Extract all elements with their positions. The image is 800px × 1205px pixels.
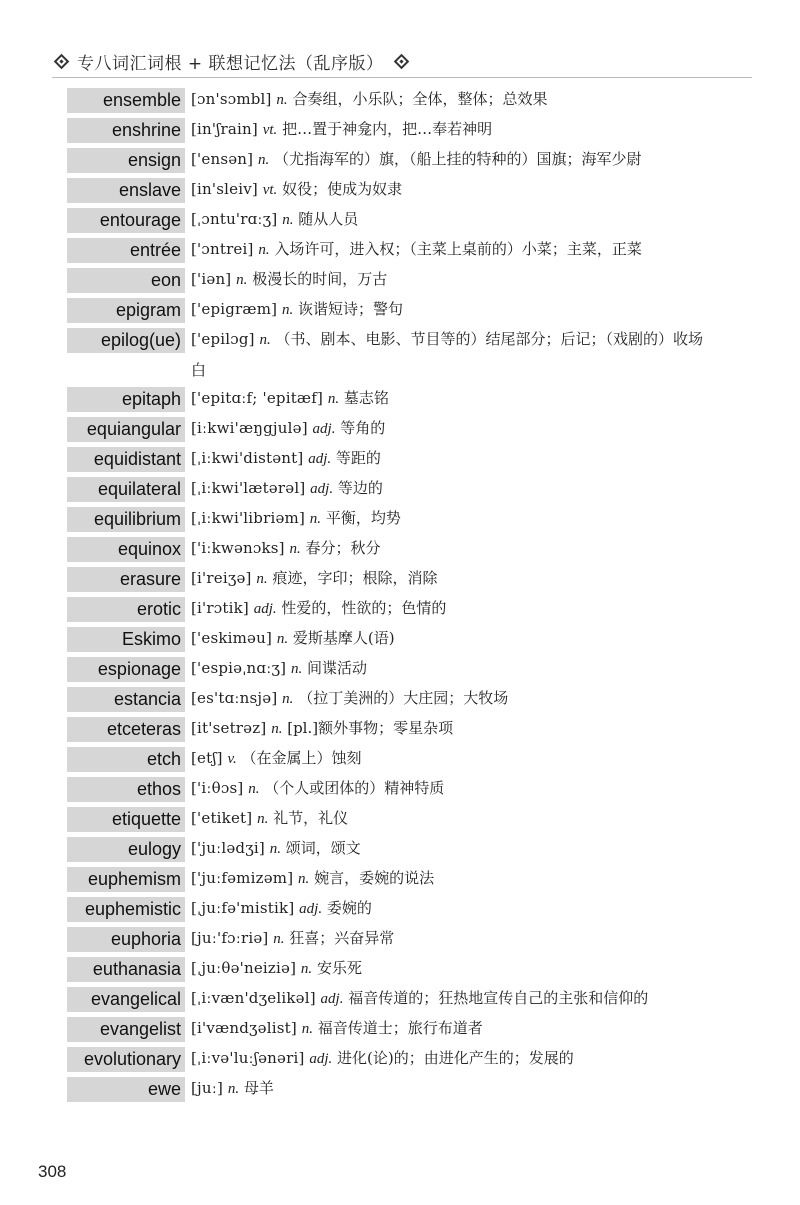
pronunciation: [i'reiʒə] [191,569,252,587]
headword: euphemistic [67,897,185,922]
part-of-speech: n. [256,571,268,587]
vocab-entry [0,326,800,385]
entry-body [185,1073,800,1104]
entry-body [185,983,800,1014]
part-of-speech: v. [227,751,237,767]
headword: etiquette [67,807,185,832]
definition-text: 等角的 [340,419,386,437]
pronunciation: [juː'fɔːriə] [191,929,269,947]
headword: Eskimo [67,627,185,652]
definition-text: 入场许可，进入权；（主菜上桌前的）小菜；主菜，正菜 [274,240,642,258]
definition-text: （书、剧本、电影、节目等的）结尾部分；后记；（戏剧的）收场白 [191,330,704,379]
entry-body [185,114,800,145]
headword: etceteras [67,717,185,742]
part-of-speech: n. [282,212,294,228]
vocab-entry [0,625,800,655]
definition-text: 等边的 [337,479,383,497]
entry-body [185,264,800,295]
entry-body [185,1043,800,1074]
entry-body [185,833,800,864]
part-of-speech: n. [309,511,322,527]
entry-body [185,443,800,474]
part-of-speech: n. [290,661,303,677]
part-of-speech: n. [257,811,269,827]
part-of-speech: n. [273,931,285,947]
vocab-entry [0,925,800,955]
definition-text: [pl.]额外事物；零星杂项 [287,719,454,737]
entry-body [185,653,800,684]
vocab-entry [0,715,800,745]
vocab-entry [0,296,800,326]
part-of-speech: n. [327,391,340,407]
vocab-entry [0,1015,800,1045]
part-of-speech: n. [269,841,281,857]
definition-text: 痕迹，字印；根除，消除 [272,569,438,587]
pronunciation: [ˌiːvæn'dʒelikəl] [191,989,316,1007]
entry-body [185,174,800,205]
entry-body [185,383,800,414]
pronunciation: [ˌiːkwi'distənt] [191,449,304,467]
vocab-entry [0,985,800,1015]
vocab-entry [0,385,800,415]
definition-text: （尤指海军的）旗，（船上挂的特种的）国旗；海军少尉 [274,150,642,168]
definition-text: 礼节，礼仪 [273,809,349,827]
vocab-entry [0,745,800,775]
page-number: 308 [38,1162,67,1181]
headword: enslave [67,178,185,203]
part-of-speech: vt. [262,122,278,138]
part-of-speech: n. [281,302,294,318]
vocab-entry [0,445,800,475]
pronunciation: [es'tɑːnsjə] [191,689,278,707]
headword: ethos [67,777,185,802]
definition-text: 性爱的，性欲的；色情的 [281,599,447,617]
definition-text: 合奏组，小乐队；全体，整体；总效果 [292,90,548,108]
vocab-entry [0,655,800,685]
entry-body [185,503,800,534]
part-of-speech: adj. [310,481,334,497]
pronunciation: [etʃ] [191,749,223,767]
pronunciation: [i'rɔtik] [191,599,249,617]
entry-body [185,324,800,385]
headword: evangelical [67,987,185,1012]
definition-text: 奴役；使成为奴隶 [282,180,403,198]
part-of-speech: n. [289,541,301,557]
definition-text: 母羊 [243,1079,274,1097]
entry-body [185,1013,800,1044]
definition-text: 安乐死 [316,959,362,977]
part-of-speech: n. [282,691,294,707]
pronunciation: [it'setrəz] [191,719,267,737]
headword: epitaph [67,387,185,412]
entry-body [185,713,800,744]
headword: eulogy [67,837,185,862]
definition-text: （在金属上）蚀刻 [241,749,362,767]
vocab-entry [0,505,800,535]
pronunciation: [ˌiːkwi'lætərəl] [191,479,306,497]
definition-text: 颂词，颂文 [285,839,361,857]
entry-body [185,953,800,984]
headword: epigram [67,298,185,323]
part-of-speech: adj. [312,421,336,437]
headword: espionage [67,657,185,682]
part-of-speech: n. [301,1021,313,1037]
headword: equilateral [67,477,185,502]
pronunciation: [in'sleiv] [191,180,258,198]
pronunciation: [ˌiːvə'luːʃənəri] [191,1049,305,1067]
vocab-entry [0,206,800,236]
headword: evolutionary [67,1047,185,1072]
part-of-speech: adj. [253,601,277,617]
part-of-speech: n. [236,272,248,288]
vocab-entry [0,236,800,266]
vocab-entry [0,146,800,176]
entry-body [185,923,800,954]
book-title: 专八词汇词根 + 联想记忆法（乱序版） [77,53,384,74]
headword: equiangular [67,417,185,442]
headword: ensemble [67,88,185,113]
vocab-entry [0,595,800,625]
headword: equidistant [67,447,185,472]
vocab-entry [0,176,800,206]
definition-text: 随从人员 [298,210,359,228]
entry-body [185,234,800,265]
definition-text: 婉言，委婉的说法 [314,869,435,887]
pronunciation: [ˌɔntu'rɑːʒ] [191,210,278,228]
pronunciation: [i'vændʒəlist] [191,1019,297,1037]
pronunciation: ['epitɑːf; 'epitæf] [191,389,324,407]
vocab-entry [0,865,800,895]
pronunciation: ['juːfəmizəm] [191,869,294,887]
part-of-speech: n. [257,152,270,168]
entry-body [185,863,800,894]
definition-text: 委婉的 [326,899,372,917]
header-rule [52,77,752,78]
headword: entourage [67,208,185,233]
entry-body [185,623,800,654]
definition-text: （个人或团体的）精神特质 [264,779,445,797]
vocab-entry [0,475,800,505]
vocab-entry [0,685,800,715]
pronunciation: [ˌjuːfə'mistik] [191,899,295,917]
part-of-speech: n. [248,781,260,797]
running-header [52,46,752,76]
pronunciation: ['etiket] [191,809,253,827]
headword: epilog(ue) [67,328,185,353]
headword: estancia [67,687,185,712]
pronunciation: ['juːlədʒi] [191,839,265,857]
definition-text: 极漫长的时间，万古 [252,270,388,288]
pronunciation: [in'ʃrain] [191,120,258,138]
entry-body [185,413,800,444]
pronunciation: ['iːθɔs] [191,779,244,797]
entry-body [185,204,800,235]
part-of-speech: n. [271,721,283,737]
vocab-entry [0,535,800,565]
diamond-ornament-icon [54,53,70,69]
headword: ensign [67,148,185,173]
definition-text: 进化(论)的；由进化产生的；发展的 [337,1049,574,1067]
vocab-entry [0,266,800,296]
part-of-speech: vt. [262,182,278,198]
headword: equinox [67,537,185,562]
vocabulary-list [0,86,800,1105]
vocab-entry [0,86,800,116]
pronunciation: [ˌiːkwi'libriəm] [191,509,305,527]
vocab-entry [0,805,800,835]
vocab-entry [0,775,800,805]
entry-body [185,683,800,714]
diamond-ornament-icon [393,53,409,69]
entry-body [185,144,800,175]
headword: etch [67,747,185,772]
entry-body [185,743,800,774]
vocab-entry [0,565,800,595]
pronunciation: ['iən] [191,270,232,288]
pronunciation: [ˌjuːθə'neiziə] [191,959,297,977]
definition-text: 间谍活动 [307,659,368,677]
part-of-speech: adj. [320,991,344,1007]
pronunciation: ['espiəˌnɑːʒ] [191,659,287,677]
definition-text: 春分；秋分 [305,539,381,557]
part-of-speech: n. [227,1081,240,1097]
vocab-entry [0,895,800,925]
entry-body [185,533,800,564]
pronunciation: ['epigræm] [191,300,278,318]
definition-text: 爱斯基摩人(语) [292,629,395,647]
vocab-entry [0,415,800,445]
part-of-speech: adj. [299,901,323,917]
pronunciation: ['eskiməu] [191,629,273,647]
entry-body [185,803,800,834]
entry-body [185,773,800,804]
headword: euphemism [67,867,185,892]
part-of-speech: n. [276,631,289,647]
pronunciation: ['epilɔg] [191,330,255,348]
headword: evangelist [67,1017,185,1042]
headword: euthanasia [67,957,185,982]
headword: enshrine [67,118,185,143]
definition-text: 福音传道的；狂热地宣传自己的主张和信仰的 [348,989,649,1007]
part-of-speech: n. [259,332,271,348]
pronunciation: ['iːkwənɔks] [191,539,285,557]
definition-text: 把…置于神龛内，把…奉若神明 [282,120,493,138]
entry-body [185,563,800,594]
headword: euphoria [67,927,185,952]
headword: entrée [67,238,185,263]
definition-text: 福音传道士；旅行布道者 [317,1019,483,1037]
definition-text: （拉丁美洲的）大庄园；大牧场 [298,689,509,707]
headword: erasure [67,567,185,592]
vocab-entry [0,1075,800,1105]
definition-text: 等距的 [335,449,381,467]
part-of-speech: n. [276,92,288,108]
definition-text: 平衡，均势 [325,509,401,527]
part-of-speech: n. [300,961,313,977]
pronunciation: ['ensən] [191,150,254,168]
headword: erotic [67,597,185,622]
part-of-speech: adj. [308,451,332,467]
pronunciation: [iːkwi'æŋgjulə] [191,419,308,437]
entry-body [185,84,800,115]
pronunciation: [ɔn'sɔmbl] [191,90,272,108]
headword: equilibrium [67,507,185,532]
definition-text: 诙谐短诗；警句 [298,300,404,318]
entry-body [185,294,800,325]
definition-text: 狂喜；兴奋异常 [289,929,395,947]
vocab-entry [0,955,800,985]
vocab-entry [0,116,800,146]
entry-body [185,893,800,924]
vocab-entry [0,1045,800,1075]
part-of-speech: n. [298,871,310,887]
pronunciation: [juː] [191,1079,224,1097]
headword: ewe [67,1077,185,1102]
headword: eon [67,268,185,293]
definition-text: 墓志铭 [343,389,389,407]
pronunciation: ['ɔntrei] [191,240,254,258]
entry-body [185,473,800,504]
part-of-speech: adj. [309,1051,333,1067]
entry-body [185,593,800,624]
part-of-speech: n. [258,242,270,258]
vocab-entry [0,835,800,865]
